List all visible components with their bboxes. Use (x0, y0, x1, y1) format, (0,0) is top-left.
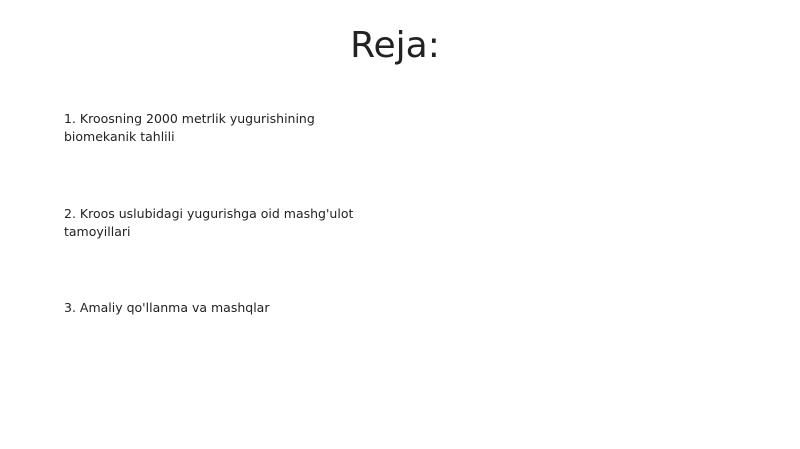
plan-item-3: 3. Amaliy qo'llanma va mashqlar (64, 300, 270, 315)
slide-title: Reja: (350, 25, 440, 66)
plan-item-1: 1. Kroosning 2000 metrlik yugurishining biomekanik tahlili (64, 111, 315, 144)
plan-item-2: 2. Kroos uslubidagi yugurishga oid mashg'ulot tamoyillari (64, 206, 354, 239)
